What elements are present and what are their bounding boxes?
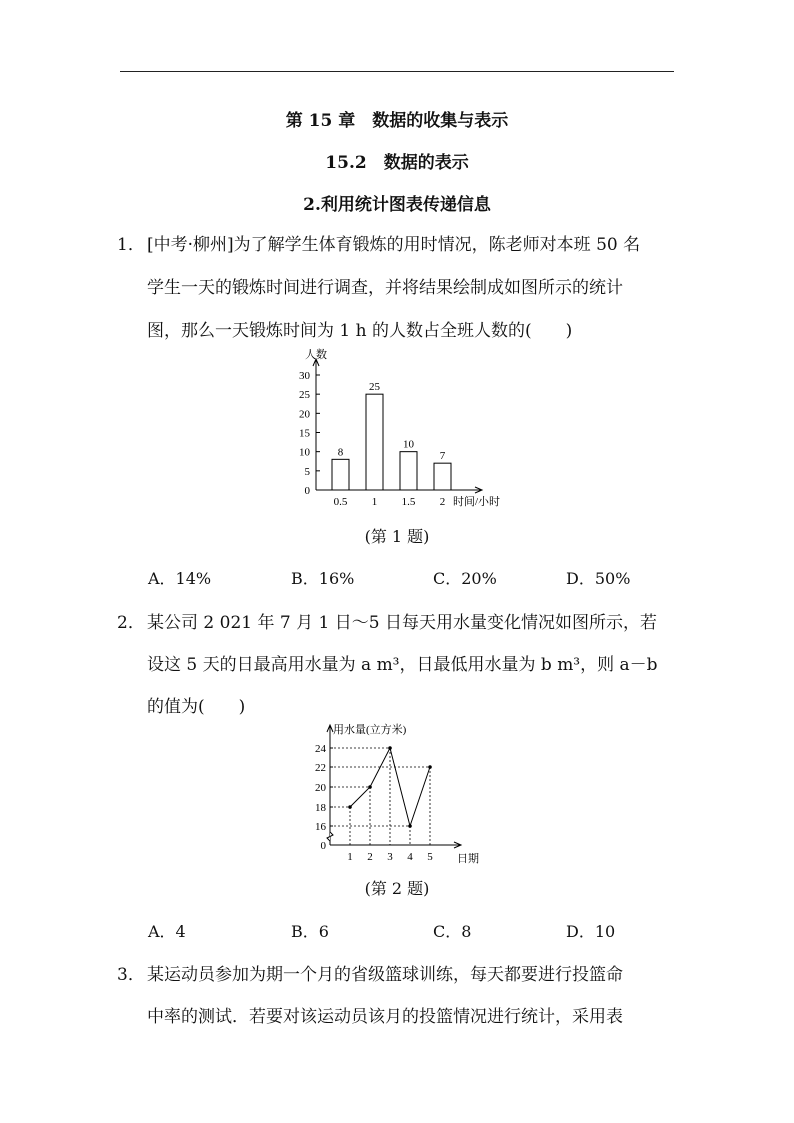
question-1-line-1: [中考·柳州]为了解学生体育锻炼的用时情况，陈老师对本班 50 名: [147, 235, 641, 255]
question-1-option-d[interactable]: D．50%: [566, 569, 631, 588]
question-1-caption: (第 1 题): [364, 527, 430, 546]
y-tick-label: 30: [299, 370, 310, 382]
section-title: 15.2 数据的表示: [325, 153, 469, 173]
question-2-number: 2．: [117, 613, 145, 633]
question-2-option-b[interactable]: B．6: [291, 922, 329, 941]
y-tick-label: 0: [304, 485, 310, 497]
y-tick-label: 22: [315, 762, 326, 774]
bar: [400, 452, 417, 490]
x-tick-label: 4: [407, 851, 413, 863]
x-tick-label: 0.5: [333, 496, 348, 508]
question-2-option-d[interactable]: D．10: [566, 922, 616, 941]
bar: [366, 394, 383, 490]
question-1-number: 1．: [117, 235, 145, 255]
bar: [434, 463, 451, 490]
y-tick-label: 24: [315, 743, 326, 755]
bar-value-label: 10: [403, 438, 414, 451]
bar-value-label: 25: [369, 381, 380, 394]
x-tick-label: 1: [347, 851, 353, 863]
y-tick-label: 25: [299, 389, 310, 402]
question-1-option-b[interactable]: B．16%: [291, 569, 355, 588]
x-tick-label: 1: [371, 496, 378, 508]
question-2-option-a[interactable]: A．4: [148, 922, 186, 941]
y-tick-label: 20: [315, 782, 326, 794]
axis-break-mark: [327, 832, 333, 841]
question-1-option-c[interactable]: C．20%: [433, 569, 497, 588]
chapter-title: 第 15 章 数据的收集与表示: [285, 111, 509, 131]
data-point: [348, 805, 352, 809]
x-tick-label: 2: [367, 851, 373, 863]
bar-value-label: 8: [337, 446, 344, 459]
x-tick-label: 5: [427, 851, 433, 863]
question-2-line-3: 的值为( ): [147, 697, 246, 717]
question-2-line-1: 某公司 2 021 年 7 月 1 日～5 日每天用水量变化情况如图所示，若: [147, 613, 657, 633]
data-point: [388, 746, 392, 750]
subsection-title: 2.利用统计图表传递信息: [303, 195, 491, 215]
top-rule: [120, 71, 674, 72]
y-tick-label: 15: [299, 427, 310, 440]
question-1-line-2: 学生一天的锻炼时间进行调查，并将结果绘制成如图所示的统计: [147, 278, 623, 298]
data-point: [428, 765, 432, 769]
x-tick-label: 2: [439, 496, 446, 508]
question-2-line-2: 设这 5 天的日最高用水量为 a m³，日最低用水量为 b m³，则 a－b: [147, 655, 658, 675]
question-2-caption: (第 2 题): [364, 879, 430, 898]
y-tick-label: 0: [320, 840, 326, 852]
bar: [332, 459, 349, 490]
question-1-line-3: 图，那么一天锻炼时间为 1 h 的人数占全班人数的( ): [147, 321, 573, 341]
y-tick-label: 20: [299, 408, 310, 421]
question-1-bar-chart: [280, 345, 510, 510]
y-axis-label: 用水量(立方米): [333, 724, 407, 736]
y-tick-label: 18: [315, 802, 326, 814]
question-2-line-chart: [300, 718, 500, 868]
x-tick-label: 3: [387, 851, 393, 863]
x-axis-label: 日期: [457, 853, 479, 865]
bar-value-label: 7: [439, 450, 446, 463]
question-2-option-c[interactable]: C．8: [433, 922, 472, 941]
question-3-line-1: 某运动员参加为期一个月的省级篮球训练，每天都要进行投篮命: [147, 965, 623, 985]
question-1-option-a[interactable]: A．14%: [148, 569, 212, 588]
data-point: [368, 785, 372, 789]
y-tick-label: 10: [299, 446, 310, 459]
data-point: [408, 824, 412, 828]
x-axis-label: 时间/小时: [453, 496, 501, 508]
question-3-number: 3．: [117, 965, 145, 985]
y-axis-label: 人数: [305, 349, 327, 361]
y-tick-label: 5: [304, 465, 310, 478]
question-3-line-2: 中率的测试．若要对该运动员该月的投篮情况进行统计，采用表: [147, 1007, 623, 1027]
y-tick-label: 16: [315, 821, 326, 833]
x-tick-label: 1.5: [401, 496, 416, 508]
